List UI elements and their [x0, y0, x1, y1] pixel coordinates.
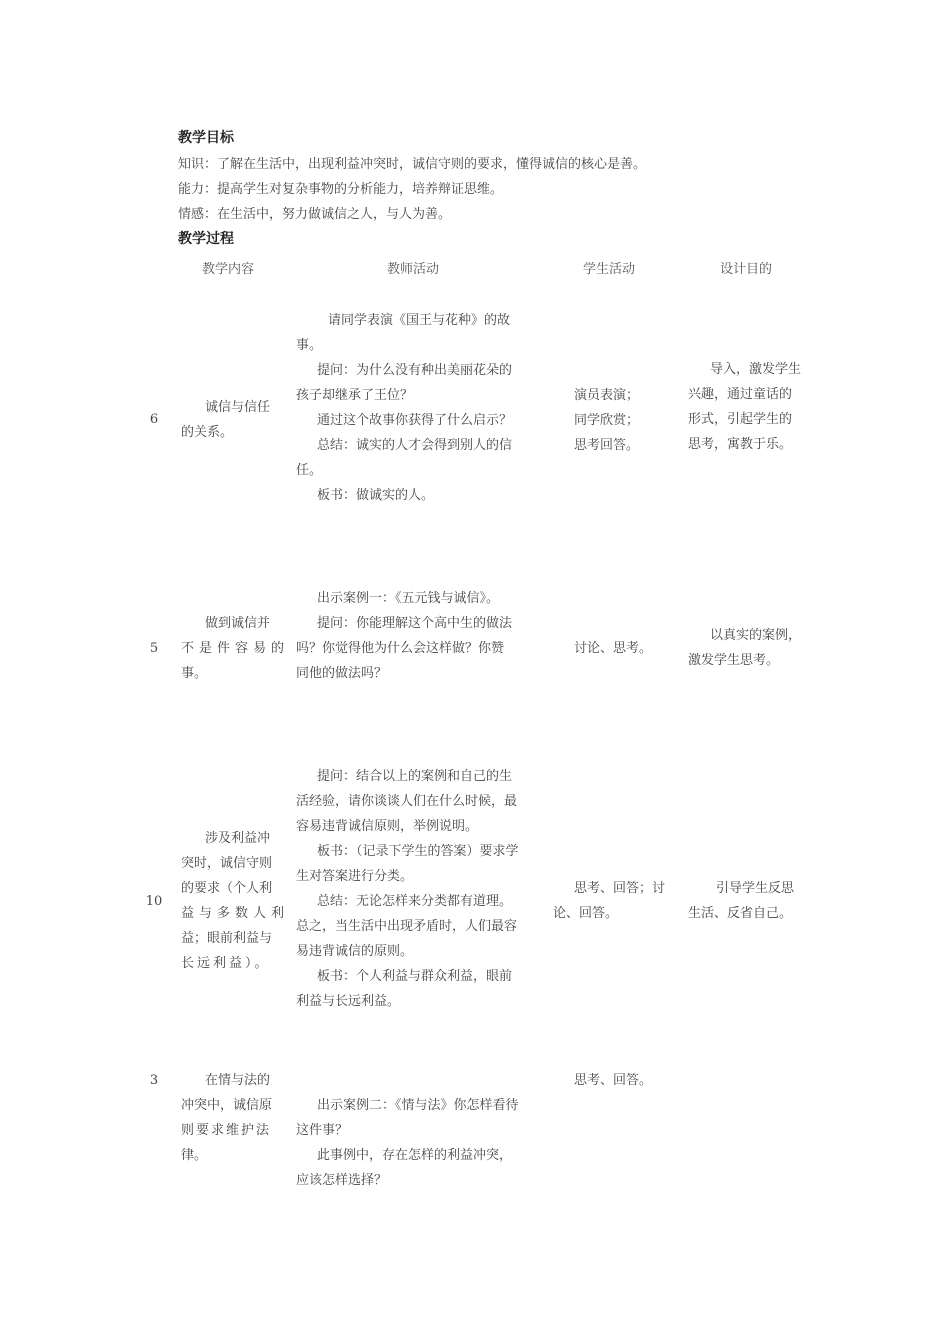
teacher-line: 此事例中，存在怎样的利益冲突， — [317, 1148, 513, 1163]
purpose-line: 兴趣，通过童话的 — [688, 387, 793, 402]
teacher-line: 吗？你觉得他为什么会这样做？你赞 — [296, 641, 505, 656]
purpose-line: 以真实的案例， — [710, 628, 802, 643]
teacher-line: 请同学表演《国王与花种》的故 — [328, 313, 511, 328]
row-number: 3 — [149, 1073, 159, 1088]
purpose-line: 激发学生思考。 — [688, 653, 780, 668]
row-teacher-activity — [296, 764, 536, 1014]
row-student-activity — [553, 876, 678, 926]
content-line: 律。 — [181, 1148, 208, 1163]
content-line: 长远利益）。 — [181, 956, 271, 971]
content-line: 的要求（个人利 — [181, 881, 273, 896]
row-design-purpose — [688, 357, 812, 457]
content-line: 突时，诚信守则 — [181, 856, 273, 871]
row-number: 5 — [149, 641, 159, 656]
student-line: 演员表演； — [574, 388, 640, 403]
teacher-line: 提问：你能理解这个高中生的做法 — [317, 616, 513, 631]
purpose-line: 生活、反省自己。 — [688, 906, 793, 921]
purpose-line: 引导学生反思 — [716, 881, 795, 896]
purpose-line: 导入，激发学生 — [710, 362, 802, 377]
content-line: 益；眼前利益与 — [181, 931, 273, 946]
objective-knowledge: 知识：了解在生活中，出现利益冲突时，诚信守则的要求，懂得诚信的核心是善。 — [178, 157, 647, 172]
teacher-line: 总结：无论怎样来分类都有道理。 — [317, 894, 513, 909]
row-content — [181, 611, 290, 686]
objective-emotion: 情感：在生活中，努力做诚信之人，与人为善。 — [178, 207, 452, 222]
student-line: 思考回答。 — [574, 438, 640, 453]
row-teacher-activity — [296, 1093, 536, 1193]
row-student-activity — [574, 636, 674, 661]
content-line: 事。 — [181, 666, 208, 681]
teacher-line: 总之，当生活中出现矛盾时，人们最容 — [296, 919, 518, 934]
purpose-line: 形式，引起学生的 — [688, 412, 793, 427]
teacher-line: 同他的做法吗？ — [296, 666, 388, 681]
student-line: 讨论、思考。 — [574, 641, 653, 656]
content-line: 冲突中，诚信原 — [181, 1098, 273, 1113]
teacher-line: 这件事？ — [296, 1123, 349, 1138]
row-content — [181, 1068, 279, 1168]
student-line: 论、回答。 — [553, 906, 619, 921]
row-design-purpose — [688, 876, 812, 926]
content-line: 则要求维护法 — [181, 1123, 272, 1138]
teacher-line: 出示案例一：《五元钱与诚信》。 — [317, 591, 500, 606]
header-content: 教学内容 — [202, 262, 255, 277]
teacher-line: 易违背诚信的原则。 — [296, 944, 414, 959]
objective-ability: 能力：提高学生对复杂事物的分析能力，培养辩证思维。 — [178, 182, 504, 197]
teacher-line: 事。 — [296, 338, 323, 353]
row-student-activity — [574, 1068, 674, 1093]
teacher-line: 提问：为什么没有种出美丽花朵的 — [317, 363, 513, 378]
student-line: 同学欣赏； — [574, 413, 640, 428]
header-student: 学生活动 — [583, 262, 636, 277]
teacher-line: 提问：结合以上的案例和自己的生 — [317, 769, 513, 784]
objectives-title: 教学目标 — [178, 130, 234, 146]
content-line: 涉及利益冲 — [205, 831, 271, 846]
student-line: 思考、回答。 — [574, 1073, 653, 1088]
content-line: 益与多数人利 — [181, 906, 290, 921]
row-content — [181, 395, 279, 445]
purpose-line: 思考，寓教于乐。 — [688, 437, 793, 452]
row-teacher-activity — [296, 586, 536, 686]
content-line: 在情与法的 — [205, 1073, 271, 1088]
row-number: 6 — [149, 412, 159, 427]
teacher-line: 总结：诚实的人才会得到别人的信 — [317, 438, 513, 453]
teacher-line: 活经验，请你谈谈人们在什么时候，最 — [296, 794, 518, 809]
teacher-line: 利益与长远利益。 — [296, 994, 401, 1009]
teacher-line: 板书：（记录下学生的答案）要求学 — [317, 844, 519, 859]
teacher-line: 容易违背诚信原则，举例说明。 — [296, 819, 479, 834]
process-title: 教学过程 — [178, 231, 234, 247]
header-teacher: 教师活动 — [387, 262, 440, 277]
row-teacher-activity — [296, 308, 536, 508]
teacher-line: 孩子却继承了王位？ — [296, 388, 414, 403]
content-line: 不是件容易的 — [181, 641, 290, 656]
row-content — [181, 826, 290, 976]
content-line: 做到诚信并 — [205, 616, 271, 631]
teacher-line: 通过这个故事你获得了什么启示？ — [317, 413, 513, 428]
content-line: 诚信与信任 — [205, 400, 271, 415]
teacher-line: 应该怎样选择？ — [296, 1173, 388, 1188]
student-line: 思考、回答；讨 — [574, 881, 666, 896]
row-number: 10 — [145, 894, 163, 909]
teacher-line: 出示案例二：《情与法》你怎样看待 — [317, 1098, 519, 1113]
teacher-line: 任。 — [296, 463, 323, 478]
row-student-activity — [574, 383, 674, 458]
row-design-purpose — [688, 623, 812, 673]
teacher-line: 生对答案进行分类。 — [296, 869, 414, 884]
content-line: 的关系。 — [181, 425, 234, 440]
teacher-line: 板书：做诚实的人。 — [317, 488, 435, 503]
header-purpose: 设计目的 — [720, 262, 773, 277]
teacher-line: 板书：个人利益与群众利益，眼前 — [317, 969, 513, 984]
